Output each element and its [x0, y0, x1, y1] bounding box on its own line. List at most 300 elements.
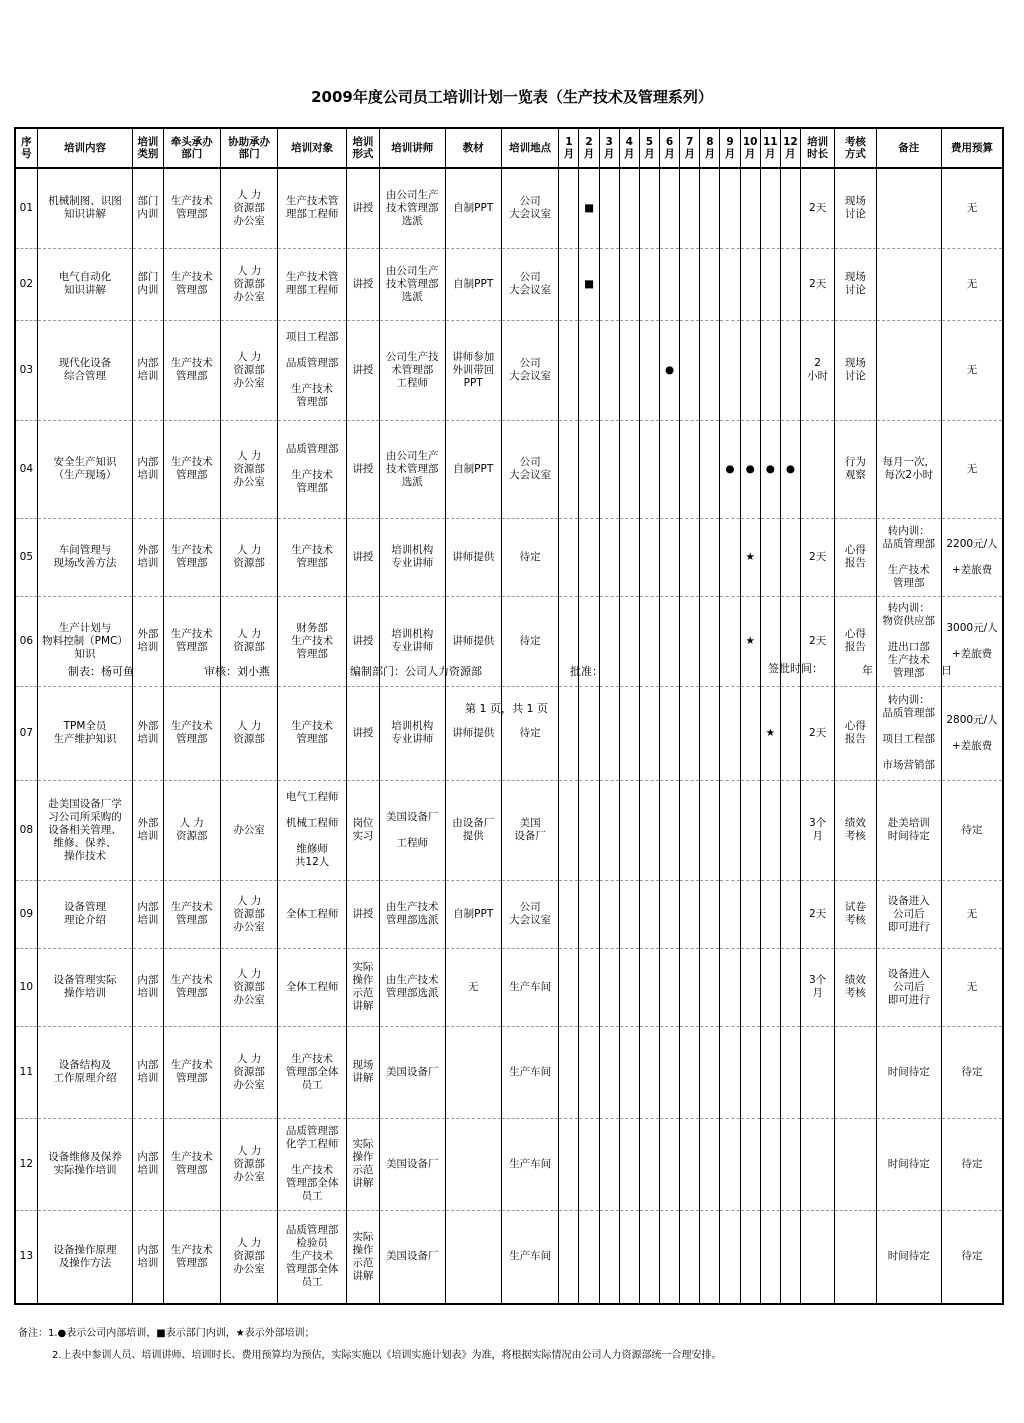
cell-no: 12 — [15, 1118, 37, 1210]
cell-month-6 — [660, 1118, 680, 1210]
cell-month-9 — [720, 1026, 740, 1118]
cell-month-5 — [639, 880, 659, 948]
cell-month-2 — [579, 320, 599, 420]
column-header: 1 月 — [559, 128, 579, 168]
cell-month-8 — [700, 1118, 720, 1210]
cell-duration: 3个 月 — [801, 948, 835, 1026]
cell-month-6 — [660, 420, 680, 518]
cell-lead: 生产技术 管理部 — [163, 686, 220, 780]
prepared-by: 制表：杨可鱼 — [68, 665, 134, 678]
cell-month-3 — [599, 518, 619, 596]
cell-content: 现代化设备 综合管理 — [37, 320, 133, 420]
cell-month-8 — [700, 168, 720, 248]
cell-month-10 — [740, 168, 760, 248]
cell-assist: 人 力 资源部 办公室 — [220, 248, 277, 320]
cell-duration — [801, 1026, 835, 1118]
cell-month-3 — [599, 880, 619, 948]
cell-lead: 生产技术 管理部 — [163, 880, 220, 948]
cell-assist: 人 力 资源部 — [220, 596, 277, 686]
cell-place: 待定 — [501, 686, 558, 780]
cell-remark: 时间待定 — [876, 1210, 941, 1304]
column-header: 10 月 — [740, 128, 760, 168]
cell-type: 内部 培训 — [133, 880, 163, 948]
cell-place: 待定 — [501, 596, 558, 686]
cell-month-1 — [559, 420, 579, 518]
cell-lecturer: 美国设备厂 — [380, 1118, 445, 1210]
cell-month-8 — [700, 686, 720, 780]
cell-form: 讲授 — [346, 518, 379, 596]
cell-remark: 设备进入 公司后 即可进行 — [876, 880, 941, 948]
cell-month-4 — [619, 518, 639, 596]
cell-assist: 人 力 资源部 办公室 — [220, 420, 277, 518]
cell-content: 机械制图、识图 知识讲解 — [37, 168, 133, 248]
cell-budget: 待定 — [941, 1118, 1003, 1210]
cell-month-1 — [559, 880, 579, 948]
cell-lecturer: 培训机构 专业讲师 — [380, 518, 445, 596]
cell-month-11 — [760, 1118, 780, 1210]
cell-place: 生产车间 — [501, 1026, 558, 1118]
cell-place: 生产车间 — [501, 948, 558, 1026]
cell-lead: 生产技术 管理部 — [163, 596, 220, 686]
cell-month-9 — [720, 948, 740, 1026]
cell-lead: 生产技术 管理部 — [163, 1210, 220, 1304]
cell-lecturer: 公司生产技 术管理部 工程师 — [380, 320, 445, 420]
cell-month-8 — [700, 420, 720, 518]
column-header: 协助承办 部门 — [220, 128, 277, 168]
column-header: 考核 方式 — [835, 128, 876, 168]
cell-month-4 — [619, 596, 639, 686]
cell-month-9 — [720, 518, 740, 596]
cell-month-9 — [720, 686, 740, 780]
cell-assist: 人 力 资源部 办公室 — [220, 948, 277, 1026]
table-row — [15, 168, 1003, 248]
cell-month-9: ● — [720, 420, 740, 518]
cell-budget: 待定 — [941, 1026, 1003, 1118]
column-header: 备注 — [876, 128, 941, 168]
cell-month-5 — [639, 1026, 659, 1118]
table-row — [15, 518, 1003, 596]
cell-target: 生产技术管 理部工程师 — [278, 168, 346, 248]
column-header: 培训 形式 — [346, 128, 379, 168]
table-row — [15, 596, 1003, 686]
cell-month-3 — [599, 1118, 619, 1210]
table-row — [15, 420, 1003, 518]
cell-place: 美国 设备厂 — [501, 780, 558, 880]
cell-lead: 生产技术 管理部 — [163, 168, 220, 248]
cell-lecturer: 美国设备厂 工程师 — [380, 780, 445, 880]
cell-month-10 — [740, 1118, 760, 1210]
cell-assess: 现场 讨论 — [835, 320, 876, 420]
cell-type: 内部 培训 — [133, 1026, 163, 1118]
cell-budget: 无 — [941, 948, 1003, 1026]
cell-assess: 绩效 考核 — [835, 948, 876, 1026]
cell-form: 讲授 — [346, 320, 379, 420]
cell-month-1 — [559, 948, 579, 1026]
cell-lead: 生产技术 管理部 — [163, 1118, 220, 1210]
cell-budget: 2200元/人 +差旅费 — [941, 518, 1003, 596]
cell-no: 01 — [15, 168, 37, 248]
cell-assist: 人 力 资源部 — [220, 518, 277, 596]
cell-month-9 — [720, 320, 740, 420]
cell-month-7 — [680, 248, 700, 320]
cell-place: 公司 大会议室 — [501, 168, 558, 248]
column-header: 序 号 — [15, 128, 37, 168]
cell-month-6 — [660, 948, 680, 1026]
cell-month-9 — [720, 248, 740, 320]
cell-target: 全体工程师 — [278, 948, 346, 1026]
cell-month-10 — [740, 320, 760, 420]
cell-target: 生产技术管 理部工程师 — [278, 248, 346, 320]
cell-month-7 — [680, 1210, 700, 1304]
cell-material: 讲师提供 — [445, 596, 501, 686]
cell-material — [445, 1118, 501, 1210]
cell-month-3 — [599, 320, 619, 420]
cell-lead: 生产技术 管理部 — [163, 948, 220, 1026]
cell-no: 03 — [15, 320, 37, 420]
cell-month-12 — [780, 1026, 800, 1118]
cell-month-1 — [559, 686, 579, 780]
cell-month-10 — [740, 1210, 760, 1304]
cell-target: 生产技术 管理部 — [278, 686, 346, 780]
cell-month-5 — [639, 420, 659, 518]
cell-budget: 2800元/人 +差旅费 — [941, 686, 1003, 780]
column-header: 牵头承办 部门 — [163, 128, 220, 168]
cell-month-4 — [619, 948, 639, 1026]
cell-month-5 — [639, 1118, 659, 1210]
table-row — [15, 1026, 1003, 1118]
cell-month-9 — [720, 1210, 740, 1304]
cell-material: 讲师参加 外训带回 PPT — [445, 320, 501, 420]
cell-assist: 人 力 资源部 办公室 — [220, 880, 277, 948]
note-1: 备注：1.●表示公司内部培训，■表示部门内训，★表示外部培训； — [18, 1328, 315, 1339]
cell-month-8 — [700, 518, 720, 596]
cell-month-6 — [660, 596, 680, 686]
table-row — [15, 880, 1003, 948]
cell-month-5 — [639, 686, 659, 780]
cell-month-1 — [559, 780, 579, 880]
cell-no: 06 — [15, 596, 37, 686]
cell-month-11: ★ — [760, 686, 780, 780]
column-header: 6 月 — [660, 128, 680, 168]
cell-target: 生产技术 管理部 — [278, 518, 346, 596]
cell-duration: 2天 — [801, 686, 835, 780]
cell-month-6: ● — [660, 320, 680, 420]
cell-month-2 — [579, 518, 599, 596]
cell-month-6 — [660, 168, 680, 248]
table-row — [15, 1118, 1003, 1210]
cell-assess: 现场 讨论 — [835, 248, 876, 320]
cell-no: 07 — [15, 686, 37, 780]
cell-no: 02 — [15, 248, 37, 320]
cell-month-7 — [680, 948, 700, 1026]
prepared-dept: 编制部门：公司人力资源部 — [350, 665, 482, 678]
cell-month-2 — [579, 1210, 599, 1304]
cell-remark: 时间待定 — [876, 1118, 941, 1210]
cell-month-4 — [619, 420, 639, 518]
cell-assist: 人 力 资源部 — [220, 686, 277, 780]
cell-month-9 — [720, 596, 740, 686]
cell-lecturer: 由生产技术 管理部选派 — [380, 948, 445, 1026]
table-row — [15, 948, 1003, 1026]
cell-month-8 — [700, 596, 720, 686]
column-header: 培训 类别 — [133, 128, 163, 168]
cell-lead: 人 力 资源部 — [163, 780, 220, 880]
cell-month-7 — [680, 1118, 700, 1210]
column-header: 5 月 — [639, 128, 659, 168]
cell-place: 公司 大会议室 — [501, 880, 558, 948]
cell-lead: 生产技术 管理部 — [163, 420, 220, 518]
column-header: 培训地点 — [501, 128, 558, 168]
cell-month-1 — [559, 518, 579, 596]
cell-target: 品质管理部 生产技术 管理部 — [278, 420, 346, 518]
cell-target: 项目工程部 品质管理部 生产技术 管理部 — [278, 320, 346, 420]
cell-month-12: ● — [780, 420, 800, 518]
cell-content: 生产计划与 物料控制（PMC） 知识 — [37, 596, 133, 686]
cell-month-8 — [700, 1026, 720, 1118]
cell-content: 赴美国设备厂学 习公司所采购的 设备相关管理、 维修、保养、 操作技术 — [37, 780, 133, 880]
cell-material: 自制PPT — [445, 880, 501, 948]
cell-month-6 — [660, 248, 680, 320]
cell-material — [445, 1026, 501, 1118]
cell-assess — [835, 1210, 876, 1304]
cell-type: 部门 内训 — [133, 168, 163, 248]
cell-month-7 — [680, 420, 700, 518]
cell-month-10 — [740, 686, 760, 780]
cell-month-4 — [619, 1026, 639, 1118]
cell-month-10: ● — [740, 420, 760, 518]
cell-month-6 — [660, 780, 680, 880]
cell-month-2 — [579, 420, 599, 518]
cell-lecturer: 由公司生产 技术管理部 选派 — [380, 248, 445, 320]
cell-lead: 生产技术 管理部 — [163, 518, 220, 596]
cell-material: 自制PPT — [445, 248, 501, 320]
sign-time: 签批时间： — [768, 662, 823, 675]
cell-month-7 — [680, 168, 700, 248]
cell-lecturer: 由公司生产 技术管理部 选派 — [380, 168, 445, 248]
cell-content: 设备管理 理论介绍 — [37, 880, 133, 948]
cell-assist: 人 力 资源部 办公室 — [220, 1118, 277, 1210]
cell-month-3 — [599, 168, 619, 248]
cell-remark: 每月一次， 每次2小时 — [876, 420, 941, 518]
cell-month-11 — [760, 948, 780, 1026]
column-header: 培训 时长 — [801, 128, 835, 168]
cell-month-1 — [559, 1210, 579, 1304]
cell-lecturer: 美国设备厂 — [380, 1210, 445, 1304]
column-header: 3 月 — [599, 128, 619, 168]
cell-form: 讲授 — [346, 420, 379, 518]
cell-month-8 — [700, 320, 720, 420]
cell-month-12 — [780, 1210, 800, 1304]
cell-form: 讲授 — [346, 168, 379, 248]
cell-lead: 生产技术 管理部 — [163, 320, 220, 420]
cell-month-10 — [740, 780, 760, 880]
cell-duration: 2天 — [801, 168, 835, 248]
cell-month-11 — [760, 320, 780, 420]
cell-form: 现场 讲解 — [346, 1026, 379, 1118]
cell-type: 内部 培训 — [133, 948, 163, 1026]
column-header: 4 月 — [619, 128, 639, 168]
cell-month-1 — [559, 1026, 579, 1118]
cell-form: 讲授 — [346, 686, 379, 780]
cell-target: 全体工程师 — [278, 880, 346, 948]
cell-month-10 — [740, 1026, 760, 1118]
cell-budget: 无 — [941, 248, 1003, 320]
table-row — [15, 780, 1003, 880]
cell-month-12 — [780, 686, 800, 780]
cell-lecturer: 美国设备厂 — [380, 1026, 445, 1118]
table-row — [15, 1210, 1003, 1304]
cell-no: 11 — [15, 1026, 37, 1118]
cell-month-12 — [780, 1118, 800, 1210]
cell-month-4 — [619, 248, 639, 320]
cell-target: 财务部 生产技术 管理部 — [278, 596, 346, 686]
cell-month-11 — [760, 1210, 780, 1304]
cell-budget: 无 — [941, 320, 1003, 420]
cell-remark: 转内训： 品质管理部 项目工程部 市场营销部 — [876, 686, 941, 780]
cell-content: 车间管理与 现场改善方法 — [37, 518, 133, 596]
cell-form: 实际 操作 示范 讲解 — [346, 1210, 379, 1304]
cell-month-2 — [579, 1118, 599, 1210]
cell-month-7 — [680, 320, 700, 420]
cell-month-3 — [599, 420, 619, 518]
cell-month-4 — [619, 686, 639, 780]
sign-day: 日 — [941, 664, 952, 677]
cell-month-9 — [720, 780, 740, 880]
column-header: 费用预算 — [941, 128, 1003, 168]
column-header: 培训内容 — [37, 128, 133, 168]
cell-content: 设备结构及 工作原理介绍 — [37, 1026, 133, 1118]
cell-month-4 — [619, 1210, 639, 1304]
cell-lecturer: 培训机构 专业讲师 — [380, 686, 445, 780]
cell-type: 外部 培训 — [133, 780, 163, 880]
cell-budget: 无 — [941, 168, 1003, 248]
cell-month-8 — [700, 780, 720, 880]
cell-place: 公司 大会议室 — [501, 248, 558, 320]
cell-remark: 转内训： 品质管理部 生产技术 管理部 — [876, 518, 941, 596]
cell-no: 13 — [15, 1210, 37, 1304]
cell-place: 待定 — [501, 518, 558, 596]
cell-month-10: ★ — [740, 518, 760, 596]
cell-remark: 设备进入 公司后 即可进行 — [876, 948, 941, 1026]
cell-month-10 — [740, 948, 760, 1026]
cell-month-11 — [760, 248, 780, 320]
cell-type: 内部 培训 — [133, 1210, 163, 1304]
cell-month-2: ■ — [579, 168, 599, 248]
cell-budget: 待定 — [941, 1210, 1003, 1304]
cell-month-7 — [680, 596, 700, 686]
cell-month-5 — [639, 780, 659, 880]
cell-month-12 — [780, 320, 800, 420]
cell-content: 设备管理实际 操作培训 — [37, 948, 133, 1026]
cell-month-2 — [579, 686, 599, 780]
cell-month-6 — [660, 686, 680, 780]
cell-form: 实际 操作 示范 讲解 — [346, 948, 379, 1026]
cell-material: 讲师提供 — [445, 518, 501, 596]
cell-month-9 — [720, 880, 740, 948]
cell-material: 自制PPT — [445, 420, 501, 518]
approved-by: 批准： — [570, 665, 603, 678]
cell-no: 08 — [15, 780, 37, 880]
cell-content: 安全生产知识 （生产现场） — [37, 420, 133, 518]
cell-duration: 2 小时 — [801, 320, 835, 420]
cell-month-4 — [619, 320, 639, 420]
cell-place: 公司 大会议室 — [501, 320, 558, 420]
cell-remark — [876, 320, 941, 420]
cell-assist: 人 力 资源部 办公室 — [220, 1210, 277, 1304]
column-header: 教材 — [445, 128, 501, 168]
cell-month-6 — [660, 1210, 680, 1304]
page-number: 第 1 页，共 1 页 — [465, 702, 548, 715]
cell-month-10 — [740, 248, 760, 320]
cell-month-3 — [599, 1026, 619, 1118]
column-header: 12 月 — [780, 128, 800, 168]
cell-type: 部门 内训 — [133, 248, 163, 320]
cell-month-11 — [760, 780, 780, 880]
cell-month-5 — [639, 518, 659, 596]
cell-duration — [801, 420, 835, 518]
cell-month-10 — [740, 880, 760, 948]
cell-duration: 2天 — [801, 248, 835, 320]
cell-assist: 人 力 资源部 办公室 — [220, 320, 277, 420]
cell-duration — [801, 1210, 835, 1304]
cell-type: 内部 培训 — [133, 420, 163, 518]
cell-month-4 — [619, 1118, 639, 1210]
cell-month-12 — [780, 948, 800, 1026]
cell-month-12 — [780, 248, 800, 320]
cell-month-11: ● — [760, 420, 780, 518]
cell-month-7 — [680, 1026, 700, 1118]
cell-place: 公司 大会议室 — [501, 420, 558, 518]
cell-content: 设备操作原理 及操作方法 — [37, 1210, 133, 1304]
cell-budget: 3000元/人 +差旅费 — [941, 596, 1003, 686]
cell-month-2 — [579, 948, 599, 1026]
cell-month-5 — [639, 248, 659, 320]
cell-month-8 — [700, 948, 720, 1026]
cell-assess: 心得 报告 — [835, 686, 876, 780]
column-header: 培训对象 — [278, 128, 346, 168]
cell-type: 外部 培训 — [133, 596, 163, 686]
cell-month-3 — [599, 780, 619, 880]
cell-duration: 3个 月 — [801, 780, 835, 880]
cell-month-9 — [720, 168, 740, 248]
cell-month-7 — [680, 880, 700, 948]
cell-no: 04 — [15, 420, 37, 518]
cell-month-1 — [559, 1118, 579, 1210]
cell-month-12 — [780, 880, 800, 948]
cell-month-3 — [599, 686, 619, 780]
cell-remark: 转内训： 物资供应部 进出口部 生产技术 管理部 — [876, 596, 941, 686]
cell-content: TPM全员 生产维护知识 — [37, 686, 133, 780]
cell-month-6 — [660, 880, 680, 948]
cell-lecturer: 由生产技术 管理部选派 — [380, 880, 445, 948]
cell-month-8 — [700, 880, 720, 948]
cell-no: 09 — [15, 880, 37, 948]
cell-assess: 行为 观察 — [835, 420, 876, 518]
note-2: 2.上表中参训人员、培训讲师、培训时长、费用预算均为预估，实际实施以《培训实施计划表》为准，将根据实际情况由公司人力资源部统一合理安排。 — [52, 1350, 722, 1361]
cell-place: 生产车间 — [501, 1210, 558, 1304]
cell-lecturer: 由公司生产 技术管理部 选派 — [380, 420, 445, 518]
cell-month-7 — [680, 780, 700, 880]
page-title: 2009年度公司员工培训计划一览表（生产技术及管理系列） — [311, 88, 713, 106]
cell-month-12 — [780, 168, 800, 248]
cell-remark: 赴美培训 时间待定 — [876, 780, 941, 880]
cell-assess: 心得 报告 — [835, 596, 876, 686]
sign-year: 年 — [862, 664, 873, 677]
cell-form: 讲授 — [346, 880, 379, 948]
cell-month-12 — [780, 518, 800, 596]
cell-material: 自制PPT — [445, 168, 501, 248]
cell-month-7 — [680, 686, 700, 780]
